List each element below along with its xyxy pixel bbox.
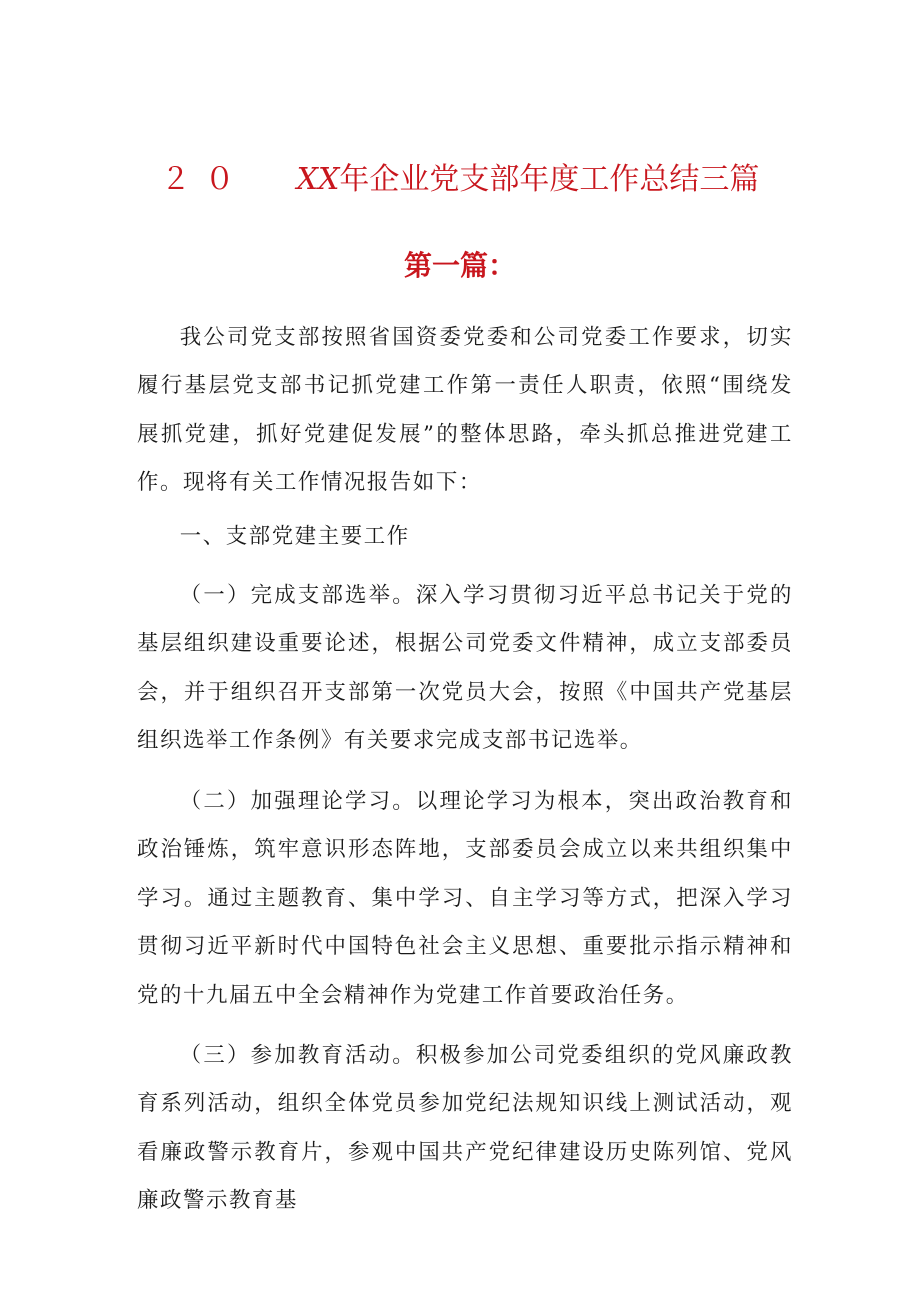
title-year-placeholder: XX [296,162,340,197]
intro-paragraph: 我公司党支部按照省国资委党委和公司党委工作要求，切实履行基层党支部书记抓党建工作第一责任人职责，依照“围绕发展抓党建，抓好党建促发展”的整体思路，牵头抓总推进党建工作。现将有关工作情况报告如下： [137,325,793,496]
item-three-paragraph: （三）参加教育活动。积极参加公司党委组织的党风廉政教育系列活动，组织全体党员参加党纪法规知识线上测试活动，观看廉政警示教育片，参观中国共产党纪律建设历史陈列馆、党风廉政警示教育基 [137,1043,793,1214]
item-one-paragraph: （一）完成支部选举。深入学习贯彻习近平总书记关于党的基层组织建设重要论述，根据公司党委文件精神，成立支部委员会，并于组织召开支部第一次党员大会，按照《中国共产党基层组织选举工作条例》有关要求完成支部书记选举。 [137,583,793,754]
item-two-paragraph: （二）加强理论学习。以理论学习为根本，突出政治教育和政治锤炼，筑牢意识形态阵地，支部委员会成立以来共组织集中学习。通过主题教育、集中学习、自主学习等方式，把深入学习贯彻习近平新时代中国特色社会主义思想、重要批示指示精神和党的十九届五中全会精神作为党建工作首要政治任务。 [137,789,793,1008]
title-text: 年企业党支部年度工作总结三篇 [339,162,760,197]
section-subtitle: 第一篇： [403,249,516,282]
document-title [0,158,920,202]
title-year-prefix: ２０ [160,162,249,197]
section-one-heading: 一、支部党建主要工作 [179,524,410,549]
